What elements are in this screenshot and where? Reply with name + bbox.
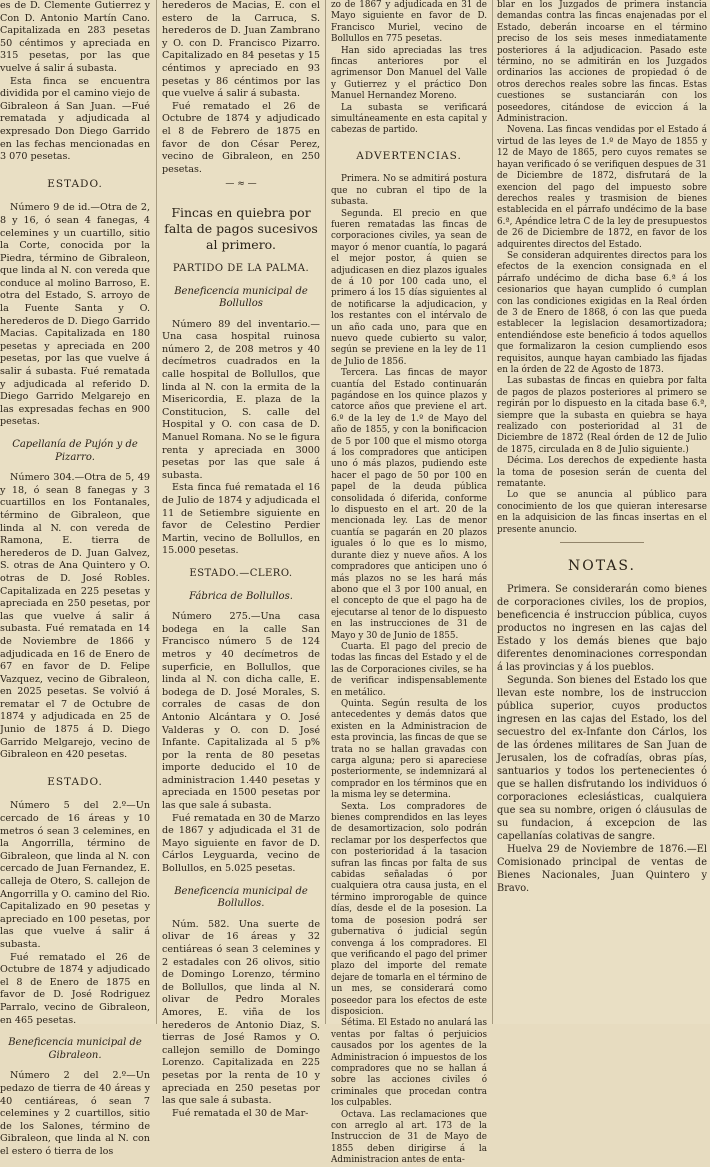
paragraph: Número 89 del inventario.—Una casa hospital ruinosa número 2, de 208 metros y 40 decímetros cuadrados en la calle hospital de Bollullos, que linda al N. con la ermita de la Misericordia, E. plaza de la Constitucion, S. calle del Hospital y O. con casa de D. Manuel Romana. No se le figura renta y apreciada en 3000 pesetas por las que sale á subasta. — [162, 318, 320, 481]
section-heading: ESTADO.—CLERO. — [189, 567, 293, 579]
paragraph: Primera. Se considerarán como bienes de corporaciones civiles, los de propios, beneficencia é instruccion pública, cuyos productos no ingresen en las cajas del Estado y los demás bienes que bajo diferentes denominaciones correspondan á las provincias y á los pueblos. — [497, 583, 707, 673]
paragraph: Se consideran adquirentes directos para los efectos de la exencion consignada en el párrafo undécimo de dicha base 6.ª á los cesionarios que hayan cumplido ó cumplan con las condiciones exigidas en la Real órden de 3 de Enero de 1868, ó con las que pueda establecer la legislacion desamortizadora; entendiéndose este beneficio á todos aquellos que formalizaron la cesion cumpliendo esos requisitos, aunque hayan cambiado las fijadas en la órden de 22 de Agosto de 1873. — [497, 250, 707, 375]
paragraph: Fué rematada el 30 de Mar- — [172, 1107, 309, 1119]
paragraph: Segunda. Son bienes del Estado los que llevan este nombre, los de instruccion pública superior, cuyos productos ingresen en las cajas del Estado, los del secuestro del ex-Infante don Cárlos, los de las órdenes militares de San Juan de Jerusalen, los de cofradías, obras pías, santuarios y todos los pertenecientes ó que se hallen disfrutando los individuos ó corporaciones eclesiásticas, cualquiera que sea su nombre, origen ó cláusulas de su fundacion, á excepcion de las capellanías colativas de sangre. — [497, 674, 707, 842]
paragraph: Las subastas de fincas en quiebra por falta de pagos de plazos posteriores al primero se regirán por lo dispuesto en la citada base 6.ª, siempre que la subasta en quiebra se haya realizado con posterioridad al 31 de Diciembre de 1872 (Real órden de 12 de Julio de 1875, circulada en 8 de Julio siguiente.) — [497, 376, 707, 455]
column-divider — [325, 0, 326, 1024]
column-divider — [492, 0, 493, 1024]
paragraph: Número 5 del 2.º—Un cercado de 16 áreas y 10 metros ó sean 3 celemines, en la Angorrilla, término de Gibraleon, que linda al N. con cercado de Juan Fernandez, E. calleja de Otero, S. callejon de Angorrilla y O. camino del Rio. Capitalizado en 90 pesetas y apreciado en 100 pesetas, por las que vuelve á salir á subasta. — [0, 800, 150, 950]
section-title: Fincas en quiebra por falta de pagos sucesivos al primero. — [164, 204, 318, 252]
ornament: — ≈ — — [225, 179, 257, 190]
section-heading: PARTIDO DE LA PALMA. — [172, 262, 310, 274]
paragraph: Tercera. Las fincas de mayor cuantía del Estado continuarán pagándose en los quince plazos y catorce años que previene el art. 6.º de la ley de 1.º de Mayo del año de 1855, y con la bonificacion de 5 por 100 que el mismo otorga á los compradores que anticipen uno ó más plazos, pudiendo este hacer el pago de 50 por 100 en papel de la deuda pública consolidada ó diferida, conforme lo dispuesto en el art. 20 de la mencionada ley. Las de menor cuantía se pagarán en 20 plazos iguales ó lo que es lo mismo, durante diez y nueve años. A los compradores que anticipen uno ó más plazos no se les hará más abono que el 3 por 100 anual, en el concepto de que el pago ha de ejecutarse al tenor de lo dispuesto en las instrucciones de 31 de Mayo y 30 de Junio de 1855. — [331, 368, 487, 641]
paragraph: Esta finca se encuentra dividida por el camino viejo de Gibraleon á San Juan. —Fué rematada y adjudicada al expresado Don Diego Garrido en las fechas mencionadas en 3 070 pesetas. — [0, 75, 150, 163]
paragraph: zo de 1867 y adjudicada en 31 de Mayo siguiente en favor de D. Francisco Muriel, vecino de Bollullos en 775 pesetas. — [331, 0, 487, 45]
paragraph: es de D. Clemente Gutierrez y Con D. Antonio Martín Cano. Capitalizada en 283 pesetas 50 céntimos y apreciada en 315 pesetas, por las que vuelve á salir á subasta. — [0, 0, 150, 74]
paragraph: blar en los Juzgados de primera instancia demandas contra las fincas enajenadas por el Estado, deberán incoarse en el término preciso de los seis meses inmediatamente posteriores á la adjudicacion. Pasado este término, no se admitirán en los Juzgados ordinarios las acciones de propiedad ó de otros derechos reales sobre las fincas. Estas cuestiones se sustanciarán con los poseedores, citándose de eviccion á la Administracion. — [497, 0, 707, 125]
column-4 — [497, 0, 707, 1024]
paragraph: Número 275.—Una casa bodega en la calle San Francisco número 5 de 124 metros y 40 decímetros de superficie, en Bollullos, que linda al N. con dicha calle, E. bodega de D. José Morales, S. corrales de casas de don Antonio Alcántara y O. José Valderas y O. con D. José Infante. Capitalizada al 5 p% por la renta de 80 pesetas importe deducido el 10 de administracion 1.440 pesetas y apreciada en 1500 pesetas por las que sale á subasta. — [162, 611, 320, 812]
paragraph: Sexta. Los compradores de bienes comprendidos en las leyes de desamortizacion, solo podrán reclamar por los desperfectos que con posterioridad á la tasacion sufran las fincas por falta de sus cabidas señaladas ó por cualquiera otra causa justa, en el término improrogable de quince días, desde el de la posesion. La toma de posesion podrá ser gubernativa ó judicial según convenga á los compradores. El que verificando el pago del primer plazo del importe del remate dejare de tomarla en el término de un mes, se considerará como poseedor para los efectos de este disposicion. — [331, 801, 487, 1017]
column-2 — [162, 0, 320, 1119]
subsection-heading: Beneficencia municipal de Bollullos — [174, 285, 308, 310]
subsection-heading: Capellanía de Pujón y de Pizarro. — [12, 439, 138, 463]
column-divider — [156, 0, 157, 1024]
section-heading: ADVERTENCIAS. — [356, 149, 462, 162]
paragraph: Número 304.—Otra de 5, 49 y 18, ó sean 8 fanegas y 3 cuartillos en los Fontanales, término de Gibraleon, que linda al N. con vereda de Ramona, E. tierra de herederos de D. Juan Galvez, S. otras de Ana Quintero y O. otras de D. José Robles. Capitalizada en 225 pesetas y apreciada en 250 pesetas, por las que vuelve á salir á subasta. Fué rematada en 14 de Noviembre de 1866 y adjudicada en 16 de Enero de 67 en favor de D. Felipe Vazquez, vecino de Gibraleon, en 2025 pesetas. Se volvió á rematar el 7 de Octubre de 1874 y adjudicada en 25 de Junio de 1875 á D. Diego Garrido Melgarejo, vecino de Gibraleon en 420 pesetas. — [0, 472, 150, 761]
section-heading: ESTADO. — [47, 177, 103, 190]
paragraph: Esta finca fué rematada el 16 de Julio de 1874 y adjudicada el 11 de Setiembre siguiente en favor de Celestino Perdier Martin, vecino de Bollullos, en 15.000 pesetas. — [162, 482, 320, 557]
subsection-heading: Fábrica de Bollullos. — [189, 590, 293, 602]
paragraph: La subasta se verificará simultáneamente en esta capital y cabezas de partido. — [331, 102, 487, 136]
paragraph: Cuarta. El pago del precio de todas las fincas del Estado y el de las de Corporaciones civiles, se ha de verificar indispensablemente en metálico. — [331, 641, 487, 698]
column-1 — [0, 0, 150, 1157]
section-heading: ESTADO. — [47, 775, 103, 788]
section-heading: NOTAS. — [568, 558, 636, 575]
paragraph: Número 2 del 2.º—Un pedazo de tierra de 40 áreas y 40 centiáreas, ó sean 7 celemines y 2 cuartillos, sitio de los Salones, término de Gibraleon, que linda al N. con el estero ó tierra de los — [0, 1070, 150, 1157]
paragraph: Han sido apreciadas las tres fincas anteriores por el agrimensor Don Manuel del Valle y Gutierrez y el práctico Don Manuel Hernandez Moreno. — [331, 45, 487, 102]
paragraph: herederos de Macias, E. con el estero de la Carruca, S. herederos de D. Juan Zambrano y O. con D. Francisco Pizarro. Capitalizado en 84 pesetas y 15 céntimos y apreciado en 93 pesetas y 86 céntimos por las que vuelve á salir á subasta. — [162, 0, 320, 100]
subsection-heading: Beneficencia municipal de Gibraleon. — [8, 1037, 142, 1061]
column-3 — [331, 0, 487, 1166]
paragraph: Octava. Las reclamaciones que con arreglo al art. 173 de la Instruccion de 31 de Mayo de 1855 deben dirigirse á la Administracion antes de enta- — [331, 1109, 487, 1166]
paragraph: Segunda. El precio en que fueren rematadas las fincas de corporaciones civiles, ya sean de mayor ó menor cuantía, lo pagará el mejor postor, á quien se adjudicasen en diez plazos iguales de á 10 por 100 cada uno, el primero á los 15 días siguientes al de notificarse la adjudicacion, y los restantes con el intérvalo de un año cada uno, para que en nuevo quede cubierto su valor, según se previene en la ley de 11 de Julio de 1856. — [331, 208, 487, 367]
paragraph: Núm. 582. Una suerte de olivar de 16 áreas y 32 centiáreas ó sean 3 celemines y 2 estadales con 26 olivos, sitio de Domingo Lorenzo, término de Bollullos, que linda al N. olivar de Pedro Morales Amores, E. viña de los herederos de Antonio Diaz, S. tierras de José Ramos y O. callejon semillo de Domingo Lorenzo. Capitalizada en 225 pesetas por la renta de 10 y apreciada en 250 pesetas por las que sale á subasta. — [162, 918, 320, 1107]
paragraph: Quinta. Según resulta de los antecedentes y demás datos que existen en la Administracion de esta provincia, las fincas de que se trata no se hallan gravadas con carga alguna; pero si apareciese posteriormente, se indemnizará al comprador en los términos que en la misma ley se determina. — [331, 698, 487, 801]
paragraph: Fué rematado el 26 de Octubre de 1874 y adjudicado el 8 de Enero de 1875 en favor de D. José Rodriguez Parralo, vecino de Gibraleon, en 465 pesetas. — [0, 951, 150, 1026]
paragraph: Fué rematada en 30 de Marzo de 1867 y adjudicada el 31 de Mayo siguiente en favor de D. Cárlos Leyguarda, vecino de Bollullos, en 5.025 pesetas. — [162, 812, 320, 875]
paragraph: Novena. Las fincas vendidas por el Estado á virtud de las leyes de 1.º de Mayo de 1855 y 12 de Mayo de 1865, pero cuyos remates se hayan verificado ó se verifiquen despues de 31 de Diciembre de 1872, disfrutará de la exencion del pago del impuesto sobre derechos reales y trasmision de bienes establecida en el párrafo undécimo de la base 6.ª, Apéndice letra C de la ley de presupuestos de 26 de Diciembre de 1872, en favor de los adquirentes directos del Estado. — [497, 125, 707, 250]
subsection-heading: Beneficencia municipal de Bollullos. — [174, 885, 308, 910]
signature-paragraph: Huelva 29 de Noviembre de 1876.—El Comisionado principal de ventas de Bienes Nacionales, Juan Quintero y Bravo. — [497, 843, 707, 894]
divider — [560, 542, 644, 543]
paragraph: Lo que se anuncia al público para conocimiento de los que quieran interesarse en la adquisicion de las fincas insertas en el presente anuncio. — [497, 490, 707, 535]
paragraph: Primera. No se admitirá postura que no cubran el tipo de la subasta. — [331, 174, 487, 208]
paragraph: Sétima. El Estado no anulará las ventas por faltas ó perjuicios causados por los agentes de la Administracion ó impuestos de los compradores que no se hallan á sobre las acciones civiles ó criminales que procedan contra los culpables. — [331, 1018, 487, 1109]
paragraph: Fué rematado el 26 de Octubre de 1874 y adjudicado el 8 de Febrero de 1875 en favor de don César Perez, vecino de Gibraleon, en 250 pesetas. — [162, 100, 320, 175]
paragraph: Décima. Los derechos de expediente hasta la toma de posesion serán de cuenta del rematante. — [497, 456, 707, 490]
paragraph: Número 9 de id.—Otra de 2, 8 y 16, ó sean 4 fanegas, 4 celemines y un cuartillo, sitio la Corte, conocida por la Piedra, término de Gibraleon, que linda al N. con vereda que conduce al molino Barroso, E. otra del Estado, S. arroyo de la Fuente Santa y O. herederos de D. Diego Garrido Macias. Capitalizada en 180 pesetas y apreciada en 200 pesetas, por las que vuelve á salir á subasta. Fué rematada y adjudicada al referido D. Diego Garrido Melgarejo en las expresadas fechas en 900 pesetas. — [0, 202, 150, 428]
